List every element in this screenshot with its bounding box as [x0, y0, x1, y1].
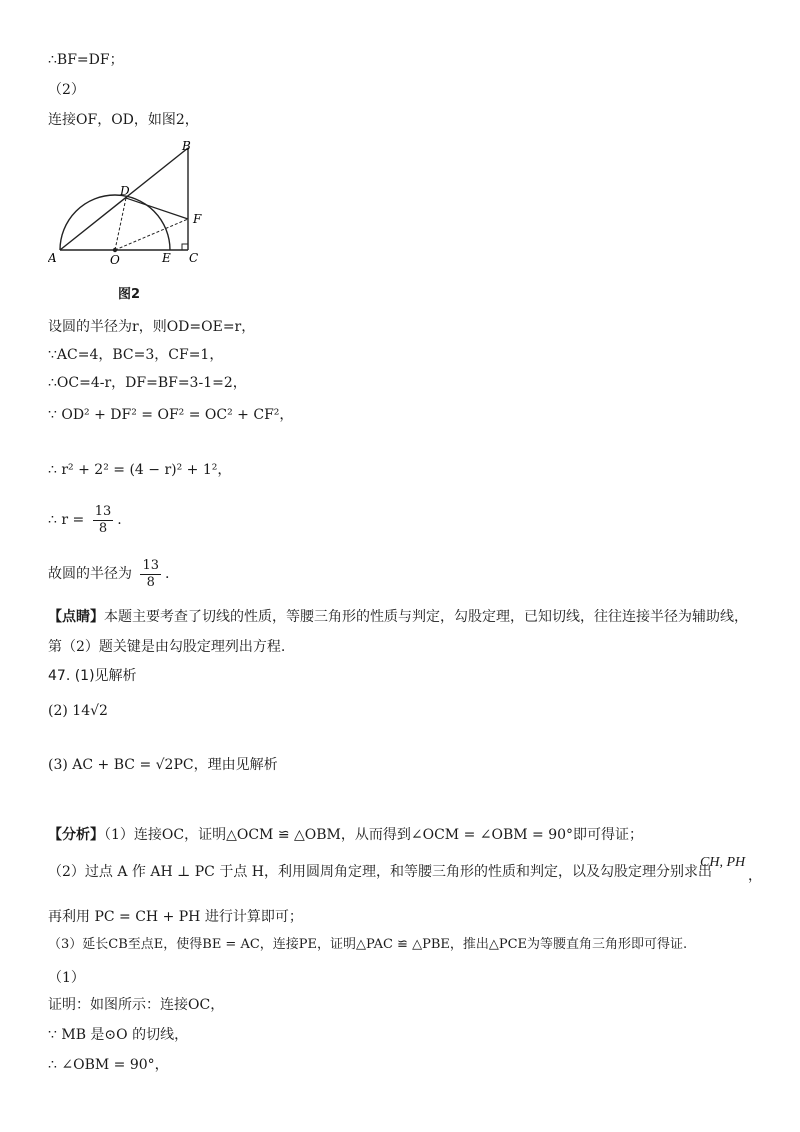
text-line-connect: 连接OF，OD，如图2， — [48, 112, 199, 128]
semicircle — [60, 195, 170, 250]
label-b: B — [182, 140, 191, 153]
comment-paragraph: 【点睛】本题主要考查了切线的性质，等腰三角形的性质与判定，勾股定理，已知切线，往往连接半径为辅助线， — [48, 609, 748, 625]
analysis-paragraph: 【分析】（1）连接OC，证明△OCM ≌ △OBM，从而得到∠OCM = ∠OBM = 90°即可得证； — [48, 827, 644, 843]
text-line-conclusion: 故圆的半径为 $\frac{13}{8}$ . — [48, 557, 170, 590]
text-line-part2: （2） — [48, 82, 85, 98]
label-c: C — [189, 251, 199, 265]
solution-proof-start: 证明：如图所示：连接OC， — [48, 997, 225, 1013]
question-47-part2: (2) 14√2 — [48, 703, 108, 719]
center-point — [113, 248, 117, 252]
comment-paragraph-cont: 第（2）题关键是由勾股定理列出方程. — [48, 639, 286, 655]
label-d: D — [120, 184, 130, 198]
geometry-figure — [48, 140, 218, 268]
segment-of — [115, 219, 188, 250]
analysis-part2-comma: ， — [748, 868, 762, 884]
right-angle-mark — [182, 244, 188, 250]
text-line-given: ∵AC=4，BC=3，CF=1， — [48, 347, 224, 363]
segment-od — [115, 198, 126, 250]
segment-ab — [60, 148, 188, 250]
solution-part1: （1） — [48, 970, 85, 986]
label-e: E — [162, 251, 171, 265]
question-47-part1: 47. (1)见解析 — [48, 668, 137, 684]
analysis-part2-cont: 再利用 PC = CH + PH 进行计算即可； — [48, 909, 303, 925]
solution-angle: ∴ ∠OBM = 90°， — [48, 1057, 169, 1073]
label-a: A — [48, 251, 57, 265]
analysis-part3: （3）延长CB至点E，使得BE = AC，连接PE，证明△PAC ≌ △PBE，推出△PCE为等腰直角三角形即可得证. — [48, 937, 688, 952]
formula-equation: ∴ r² + 2² = (4 − r)² + 1²， — [48, 462, 232, 478]
question-47-part3: (3) AC + BC = √2PC，理由见解析 — [48, 757, 278, 773]
label-o: O — [110, 253, 120, 267]
formula-pythagoras: ∵ OD² + DF² = OF² = OC² + CF²， — [48, 407, 294, 423]
segment-df — [126, 198, 188, 219]
text-line-oc: ∴OC=4-r，DF=BF=3-1=2， — [48, 375, 247, 391]
fraction-radius: $\frac{13}{8}$ — [142, 557, 159, 590]
text-line-bf-df: ∴BF=DF； — [48, 52, 124, 68]
analysis-part2-values: CH, PH — [700, 855, 746, 870]
figure-caption: 图2 — [118, 287, 141, 302]
formula-r-value: ∴ r = $\frac{13}{8}$ . — [48, 503, 122, 536]
solution-tangent: ∵ MB 是⊙O 的切线， — [48, 1027, 189, 1043]
fraction-r: $\frac{13}{8}$ — [94, 503, 112, 536]
label-f: F — [193, 212, 202, 226]
analysis-part2: （2）过点 A 作 AH ⊥ PC 于点 H，利用圆周角定理，和等腰三角形的性质和判定，以及勾股定理分别求出 — [48, 864, 712, 880]
text-line-radius: 设圆的半径为r，则OD=OE=r， — [48, 319, 256, 335]
